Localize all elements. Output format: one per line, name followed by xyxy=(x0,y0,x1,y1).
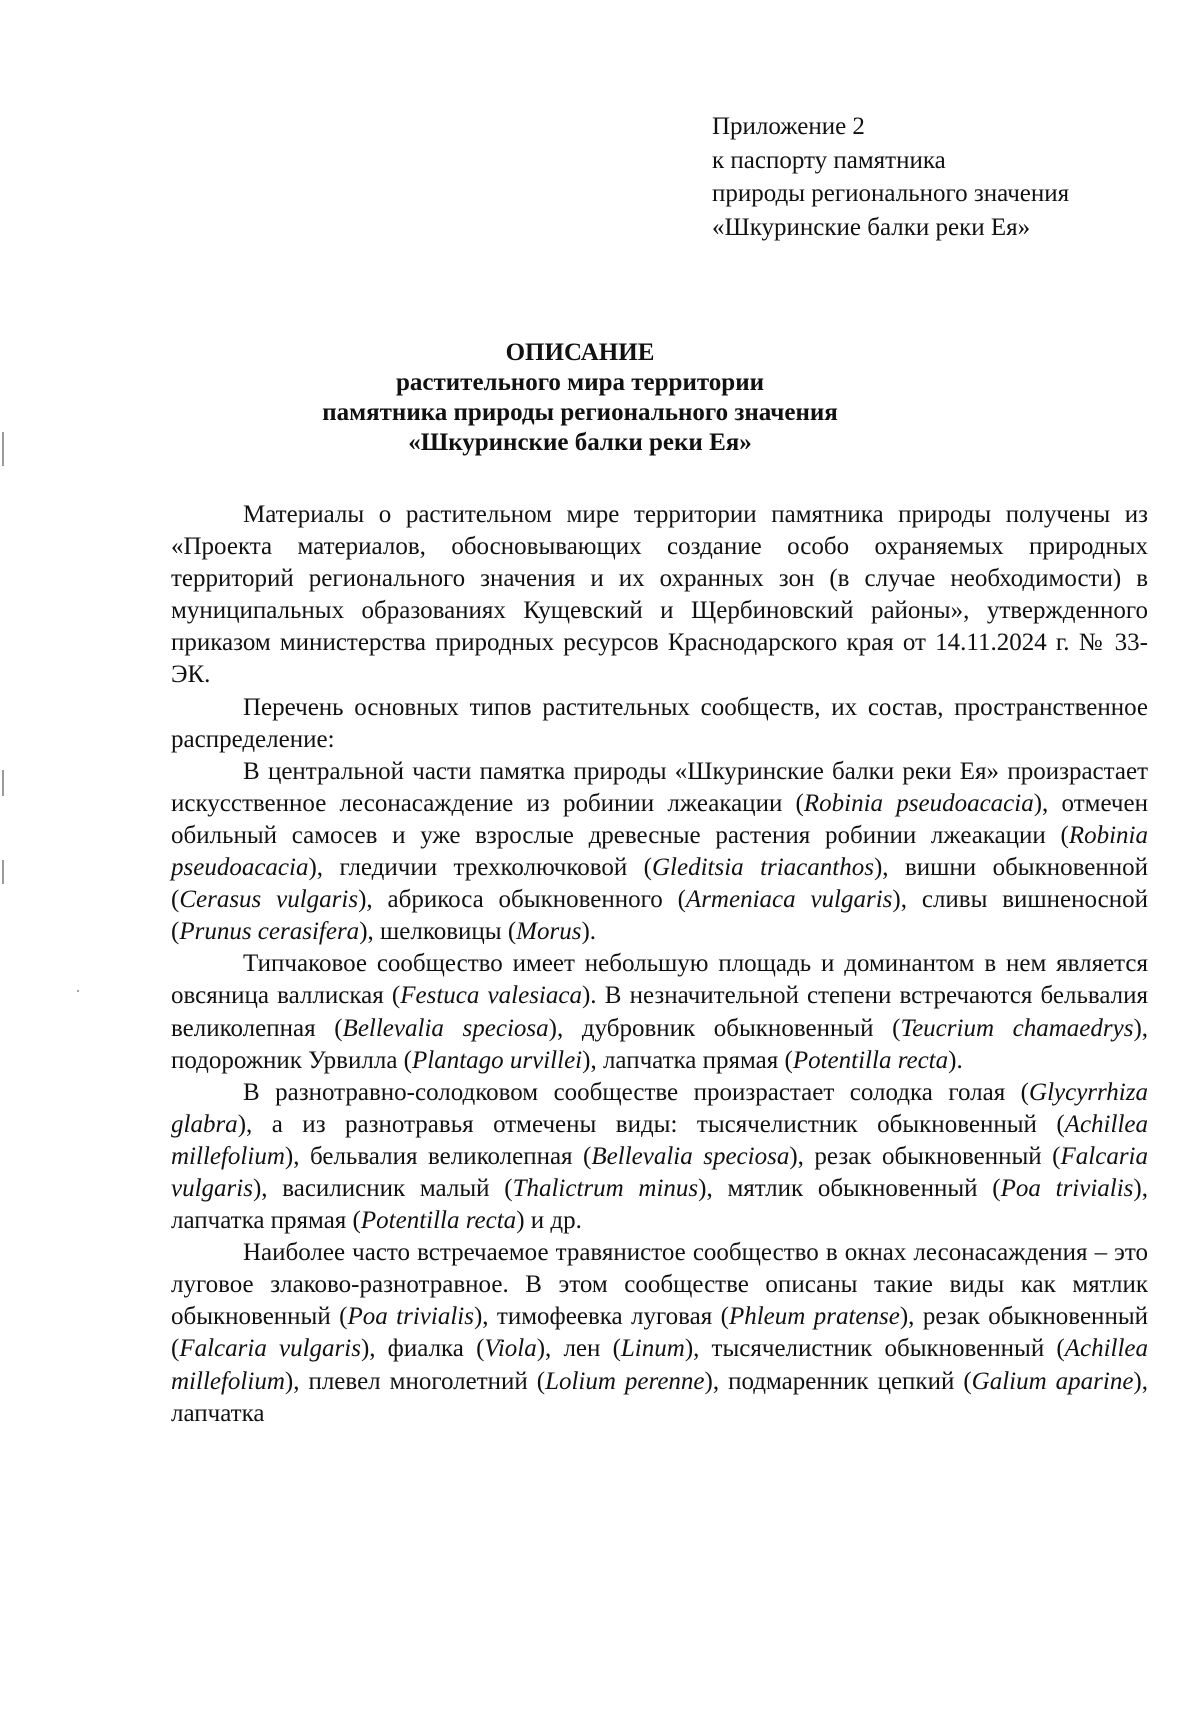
latin-species-name: Prunus cerasifera xyxy=(179,918,360,946)
text-run: Материалы о растительном мире территории памятника природы получены из «Проекта материалов, обосновывающих создание особо охраняемых природных территорий регионального значения и их охранных зон (в случае необходимости) в муниципальных образованиях Кущевский и Щербиновский районы», утвержденного приказом министерства природных ресурсов Краснодарского края от 14.11.2024 г. № 33-ЭК. xyxy=(171,501,1148,689)
latin-species-name: Festuca valesiaca xyxy=(400,982,582,1010)
text-run: В центральной части памятка природы «Шкуринские балки реки Ея» произрастает искусственное лесонасаждение из робинии лжеакации ( xyxy=(171,757,1148,817)
scan-margin-mark xyxy=(2,860,4,884)
scan-speck xyxy=(77,990,79,992)
paragraph xyxy=(171,948,1148,1076)
latin-species-name: Cerasus vulgaris xyxy=(179,886,359,914)
latin-species-name: Gleditsia triacanthos xyxy=(651,854,874,882)
paragraph xyxy=(171,756,1148,949)
title-line: ОПИСАНИЕ xyxy=(505,339,655,366)
text-run: ), абрикоса обыкновенного ( xyxy=(358,886,686,914)
text-run: ), тысячелистник обыкновенный ( xyxy=(684,1335,1065,1363)
text-run: ), подмаренник цепкий ( xyxy=(704,1367,972,1395)
text-run: ), плевел многолетний ( xyxy=(284,1367,546,1395)
text-run: ), шелковицы ( xyxy=(359,918,517,946)
text-run: ), лапчатка прямая ( xyxy=(582,1046,793,1074)
scan-margin-mark xyxy=(2,770,4,796)
text-run: ), лен ( xyxy=(536,1335,621,1363)
latin-species-name: Galium aparine xyxy=(971,1367,1134,1395)
latin-species-name: Falcaria vulgaris xyxy=(171,1142,1148,1202)
paragraph xyxy=(171,499,1148,692)
appendix-line: Приложение 2 xyxy=(712,113,865,140)
latin-species-name: Robinia pseudoacacia xyxy=(803,789,1034,817)
appendix-line: к паспорту памятника xyxy=(712,146,946,174)
text-run: В разнотравно-солодковом сообществе произрастает солодка голая ( xyxy=(243,1078,1030,1106)
text-run: ), гледичии трехколючковой ( xyxy=(308,854,652,882)
text-run: ), вишни обыкновенной ( xyxy=(171,854,1149,914)
latin-species-name: Falcaria vulgaris xyxy=(179,1335,361,1363)
text-run: ). xyxy=(948,1046,963,1074)
scan-margin-mark xyxy=(2,432,4,466)
latin-species-name: Lolium perenne xyxy=(545,1367,705,1395)
appendix-header xyxy=(712,110,1069,244)
text-run: Перечень основных типов растительных сообществ, их состав, пространственное распределение: xyxy=(171,693,1148,753)
title-line: «Шкуринские балки реки Ея» xyxy=(408,429,752,456)
text-run: ) и др. xyxy=(516,1207,582,1235)
latin-species-name: Phleum pratense xyxy=(728,1303,900,1331)
title-line: памятника природы регионального значения xyxy=(322,399,838,426)
latin-species-name: Linum xyxy=(620,1335,685,1363)
paragraph xyxy=(171,692,1148,756)
latin-species-name: Bellevalia speciosa xyxy=(342,1014,549,1042)
latin-species-name: Achillea millefolium xyxy=(171,1335,1149,1395)
latin-species-name: Potentilla recta xyxy=(792,1046,949,1074)
appendix-line: природы регионального значения xyxy=(712,180,1070,207)
text-run: ), а из разнотравья отмечены виды: тысячелистник обыкновенный ( xyxy=(237,1110,1065,1138)
latin-species-name: Morus xyxy=(516,918,582,946)
latin-species-name: Potentilla recta xyxy=(360,1207,517,1235)
text-run: ), резак обыкновенный ( xyxy=(789,1142,1061,1170)
text-run: Наиболее часто встречаемое травянистое сообщество в окнах лесонасаждения – это луговое злаково-разнотравное. В этом сообществе описаны такие виды как мятлик обыкновенный ( xyxy=(171,1239,1148,1331)
text-run: ), бельвалия великолепная ( xyxy=(284,1142,592,1170)
document-title xyxy=(170,338,990,458)
paragraph xyxy=(171,1237,1148,1430)
latin-species-name: Viola xyxy=(484,1335,537,1363)
text-run: ), тимофеевка луговая ( xyxy=(473,1303,729,1331)
title-line: растительного мира территории xyxy=(395,369,765,396)
latin-species-name: Poa trivialis xyxy=(1000,1174,1134,1202)
text-run: ). В незначительной степени встречаются бельвалия великолепная ( xyxy=(171,982,1148,1042)
text-run: ), фиалка ( xyxy=(360,1335,485,1363)
latin-species-name: Plantago urvillei xyxy=(412,1046,583,1074)
latin-species-name: Poa trivialis xyxy=(347,1303,474,1331)
text-run: ), лапчатка прямая ( xyxy=(171,1174,1148,1235)
text-run: ), резак обыкновенный ( xyxy=(171,1303,1148,1363)
text-run: ), мятлик обыкновенный ( xyxy=(698,1174,1001,1202)
text-run: ), дубровник обыкновенный ( xyxy=(548,1014,901,1042)
text-run: ), подорожник Урвилла ( xyxy=(171,1014,1149,1074)
latin-species-name: Glycyrrhiza glabra xyxy=(171,1078,1148,1138)
latin-species-name: Robinia pseudoacacia xyxy=(171,821,1148,882)
text-run: ). xyxy=(581,918,597,946)
latin-species-name: Bellevalia speciosa xyxy=(591,1142,790,1170)
latin-species-name: Thalictrum minus xyxy=(512,1174,699,1202)
body-text xyxy=(171,499,1148,1430)
text-run: ), лапчатка xyxy=(171,1367,1148,1427)
text-run: ), сливы вишненосной ( xyxy=(171,886,1149,946)
paragraph xyxy=(171,1077,1148,1237)
text-run: Типчаковое сообщество имеет небольшую площадь и доминантом в нем является овсяница валлиская ( xyxy=(171,950,1148,1010)
latin-species-name: Teucrium chamaedrys xyxy=(900,1014,1134,1042)
text-run: ), василисник малый ( xyxy=(252,1174,513,1202)
appendix-line: «Шкуринские балки реки Ея» xyxy=(712,213,1031,241)
latin-species-name: Achillea millefolium xyxy=(171,1110,1148,1170)
latin-species-name: Armeniaca vulgaris xyxy=(685,886,893,914)
text-run: ), отмечен обильный самосев и уже взрослые древесные растения робинии лжеакации ( xyxy=(171,789,1148,849)
